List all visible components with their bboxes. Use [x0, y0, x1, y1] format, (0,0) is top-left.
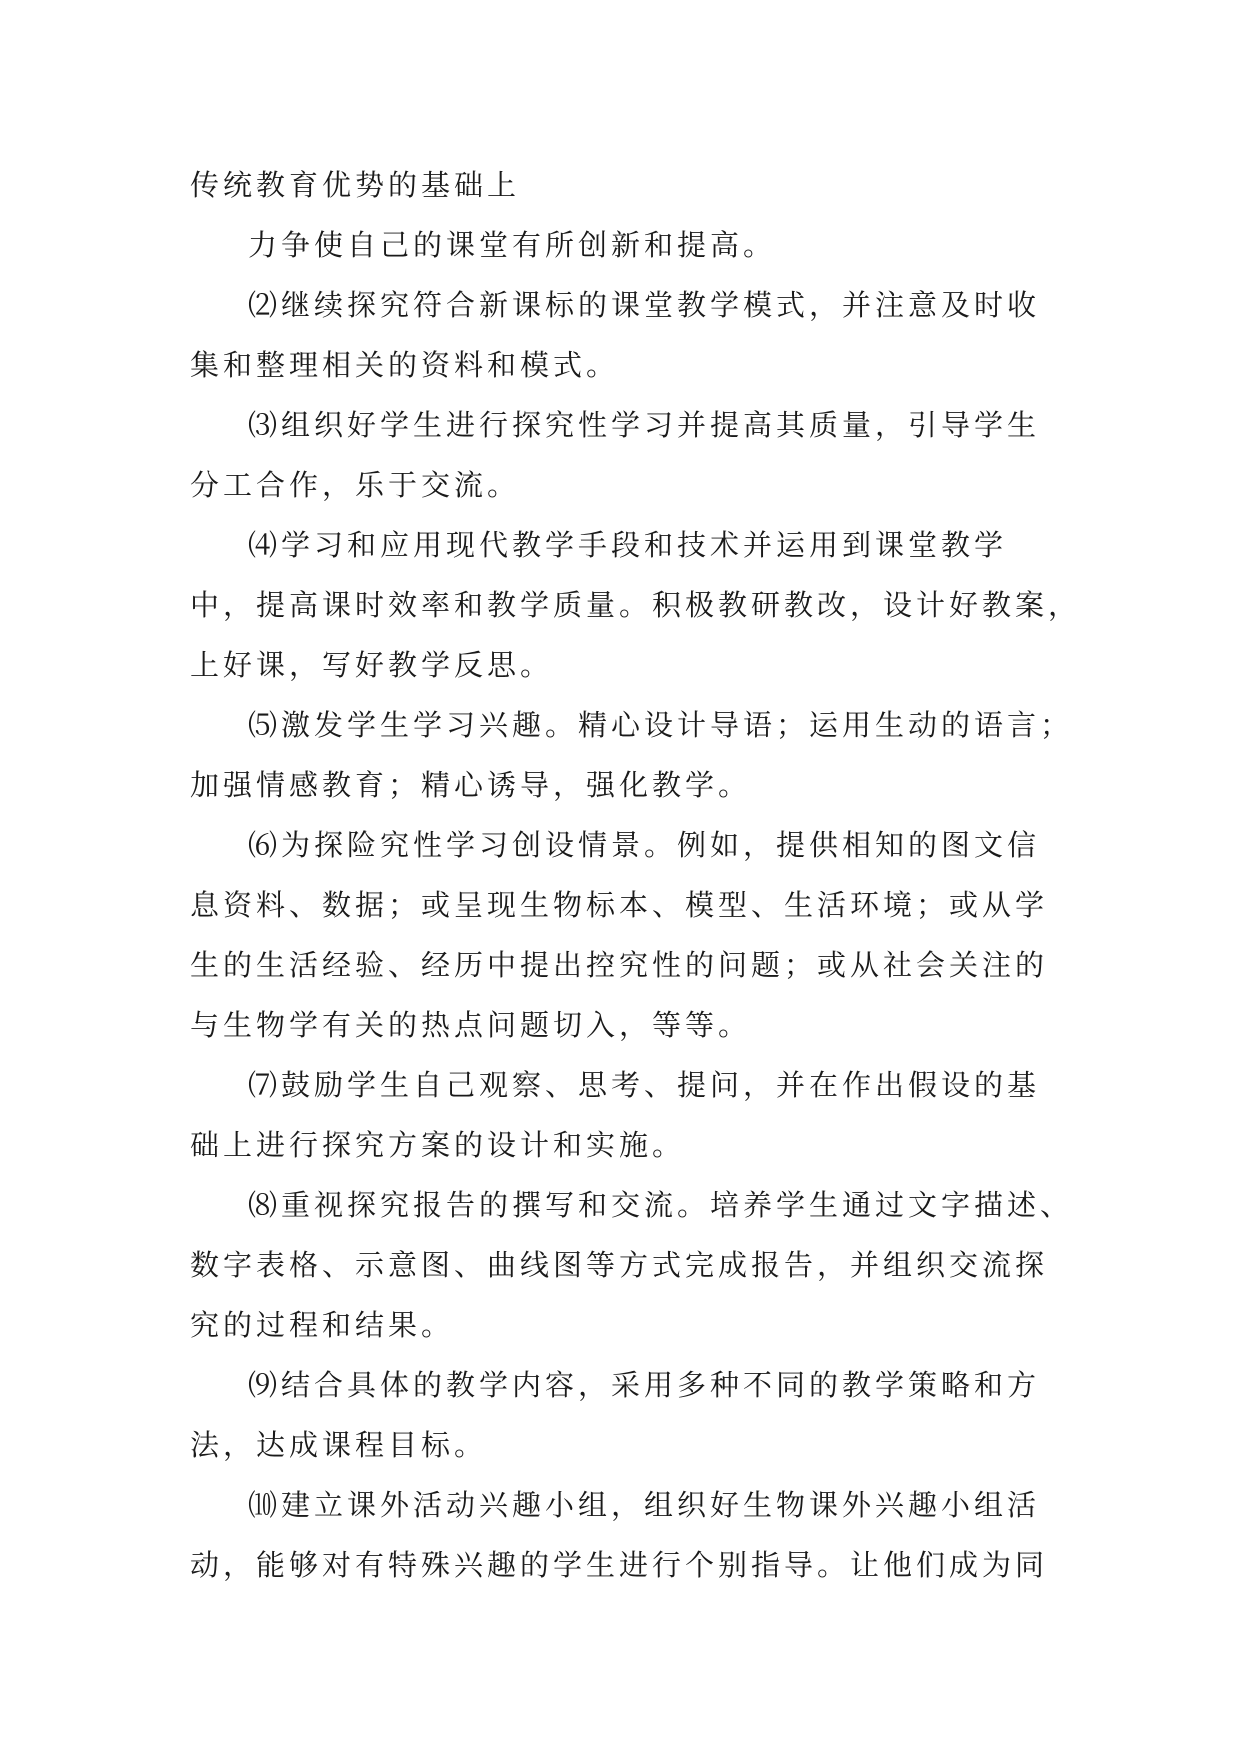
text-line: 动，能够对有特殊兴趣的学生进行个别指导。让他们成为同: [190, 1548, 1049, 1582]
text-line: ⑼结合具体的教学内容，采用多种不同的教学策略和方: [248, 1368, 1041, 1402]
text-line: 加强情感教育；精心诱导，强化教学。: [190, 768, 752, 802]
text-line: ⑸激发学生学习兴趣。精心设计导语；运用生动的语言；: [248, 708, 1074, 742]
text-line: ⑽建立课外活动兴趣小组，组织好生物课外兴趣小组活: [248, 1488, 1041, 1522]
text-line: 集和整理相关的资料和模式。: [190, 348, 620, 382]
text-line: 础上进行探究方案的设计和实施。: [190, 1128, 686, 1162]
text-line: 与生物学有关的热点问题切入，等等。: [190, 1008, 752, 1042]
text-line: ⑵继续探究符合新课标的课堂教学模式，并注意及时收: [248, 288, 1041, 322]
text-line: 数字表格、示意图、曲线图等方式完成报告，并组织交流探: [190, 1248, 1049, 1282]
text-line: ⑶组织好学生进行探究性学习并提高其质量，引导学生: [248, 408, 1041, 442]
text-line: 力争使自己的课堂有所创新和提高。: [248, 228, 777, 262]
document-body: [190, 155, 1082, 1595]
text-line: ⑷学习和应用现代教学手段和技术并运用到课堂教学: [248, 528, 1008, 562]
text-line: 法，达成课程目标。: [190, 1428, 488, 1462]
text-line: ⑺鼓励学生自己观察、思考、提问，并在作出假设的基: [248, 1068, 1041, 1102]
text-line: ⑹为探险究性学习创设情景。例如，提供相知的图文信: [248, 828, 1041, 862]
text-line: 分工合作，乐于交流。: [190, 468, 521, 502]
text-line: 究的过程和结果。: [190, 1308, 455, 1342]
text-line: ⑻重视探究报告的撰写和交流。培养学生通过文字描述、: [248, 1188, 1074, 1222]
text-line: 上好课，写好教学反思。: [190, 648, 554, 682]
text-line: 生的生活经验、经历中提出控究性的问题；或从社会关注的: [190, 948, 1049, 982]
text-line: 中，提高课时效率和教学质量。积极教研教改，设计好教案，: [190, 588, 1082, 622]
text-line: 传统教育优势的基础上: [190, 168, 521, 202]
text-line: 息资料、数据；或呈现生物标本、模型、生活环境；或从学: [190, 888, 1049, 922]
